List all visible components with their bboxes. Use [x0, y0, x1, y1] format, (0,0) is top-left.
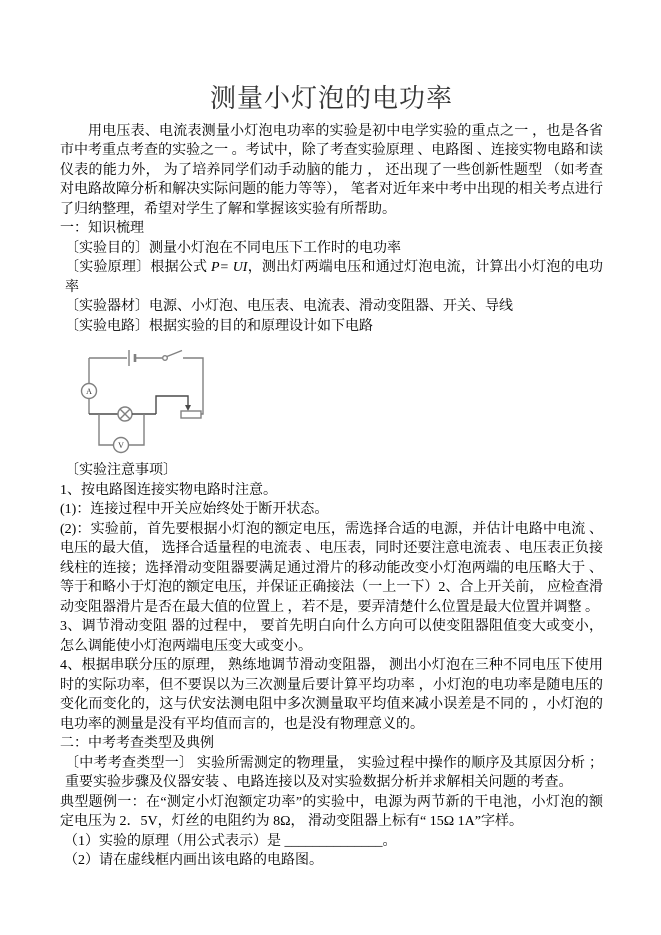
slider-arrow-icon: [185, 405, 191, 411]
purpose-label: 〔实验目的〕: [65, 240, 149, 256]
wire: [99, 414, 114, 445]
principle-formula: P= UI: [210, 260, 248, 276]
experiment-circuit-line: [60, 317, 603, 337]
voltmeter-symbol: [114, 438, 129, 453]
battery-symbol: [129, 350, 135, 366]
knowledge-heading: 一：知识梳理: [60, 221, 144, 237]
ammeter-label: A: [86, 387, 92, 397]
exam-example1-paragraph: 典型题例一：在“测定小灯泡额定功率”的实验中，电源为两节新的干电池，小灯泡的额定电压为 2．5V，灯丝的电阻约为 8Ω， 滑动变阻器上标有“ 15Ω 1A”字样。: [60, 794, 603, 830]
experiment-principle-line: [60, 258, 603, 297]
circuit-label: 〔实验电路〕: [65, 318, 149, 334]
principle-label: 〔实验原理〕: [65, 260, 151, 276]
note-item-1: 1、按电路图连接实物电路时注意。: [60, 482, 277, 498]
ammeter-symbol: [82, 384, 97, 399]
bulb-symbol: [118, 407, 132, 421]
exam-heading: 二：中考考查类型及典例: [60, 736, 214, 752]
switch-symbol: [163, 351, 182, 361]
experiment-apparatus-line: [60, 297, 603, 317]
page-title: 测量小灯泡的电功率: [209, 84, 453, 113]
note-item-2: (1)：连接过程中开关应始终处于断开状态。: [60, 502, 329, 518]
circuit-diagram: [74, 339, 334, 457]
apparatus-label: 〔实验器材〕: [65, 299, 149, 315]
notes-heading: 〔实验注意事项〕: [65, 463, 177, 479]
question-2: （2）请在虚线框内画出该电路的电路图。: [64, 853, 323, 869]
purpose-text: 测量小灯泡在不同电压下工作时的电功率: [149, 240, 401, 256]
note-item-4: 3、调节滑动变阻 器的过程中， 要首先明白向什么方向可以使变阻器阻值变大或变小，怎么调能使小灯泡两端电压变大或变小。: [60, 619, 603, 654]
note-item-3: (2)：实验前，首先要根据小灯泡的额定电压，需选择合适的电源，并估计电路中电流 、电压的最大值， 选择合适量程的电流表 、电压表，同时还要注意电流表 、电压表正负接线柱的连接；选择滑动变阻器要满足通过滑片的移动能改变小灯泡两端的电压略大于 、等于和略小于灯泡的额定电压，并保证正确接法（一上一下）2、合上开关前， 应检查滑动变阻器滑片是否在最大值的位置上 ，若不是，要弄清楚什么位置是最大位置并调整 。: [60, 521, 603, 615]
intro-paragraph: 用电压表、电流表测量小灯泡电功率的实验是初中电学实验的重点之一 ，也是各省市中考重点考查的实验之一 。考试中，除了考查实验原理 、电路图 、连接实物电路和读仪表的能力外， 为了培养同学们动手动脑的能力 ， 还出现了一些创新性题型 （如考查对电路故障分析和解决实际问题的能力等等）， 笔者对近年来中考中出现的相关考点进行了归纳整理，希望对学生了解和掌握该实验有所帮助。: [60, 123, 603, 217]
circuit-text: 根据实验的目的和原理设计如下电路: [149, 318, 373, 334]
rheostat-symbol: [181, 411, 201, 418]
note-item-5: 4、根据串联分压的原理， 熟练地调节滑动变阻器， 测出小灯泡在三种不同电压下使用时的实际功率，但不要误以为三次测量后要计算平均功率 ，小灯泡的电功率是随电压的变化而变化的，这与伏安法测电阻中多次测量取平均值来减小误差是不同的 ，小灯泡的电功率的测量是没有平均值而言的，也是没有物理意义的。: [60, 658, 603, 732]
voltmeter-label: V: [118, 441, 124, 451]
apparatus-text: 电源、小灯泡、电压表、电流表、滑动变阻器、开关、导线: [149, 299, 513, 315]
principle-post: ，测出灯两端电压和通过灯泡电流，计算出小灯泡的电功率: [65, 260, 604, 295]
principle-pre: 根据公式: [150, 260, 211, 276]
exam-type1-paragraph: 〔中考考查类型一〕 实验所需测定的物理量， 实验过程中操作的顺序及其原因分析 ；重要实验步骤及仪器安装 、电路连接以及对实验数据分析并求解相关问题的考查。: [65, 755, 603, 791]
question-1: （1）实验的原理（用公式表示）是 ______________。: [64, 833, 397, 849]
experiment-purpose-line: [60, 239, 603, 259]
